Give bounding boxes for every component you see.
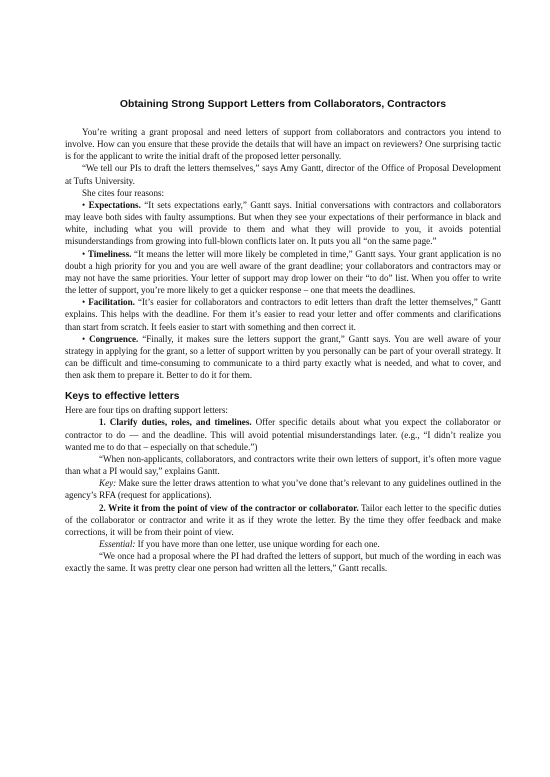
tip-2-quote: “We once had a proposal where the PI had drafted the letters of support, but much of the wording in each was exactly the same. It was pretty clear one person had written all the letters,” Gantt recalls. bbox=[65, 551, 501, 574]
bullet-icon: • bbox=[82, 297, 86, 308]
reason-lead: Facilitation. bbox=[88, 297, 135, 308]
tip-2-essential bbox=[65, 538, 501, 550]
bullet-icon: • bbox=[82, 199, 86, 210]
intro-quote: “We tell our PIs to draft the letters themselves,” says Amy Gantt, director of the Office of Proposal Development at Tufts University. bbox=[65, 163, 501, 186]
reason-expectations bbox=[65, 199, 501, 248]
reason-facilitation bbox=[65, 296, 501, 332]
key-label: Key: bbox=[99, 478, 117, 489]
reason-congruence bbox=[65, 333, 501, 382]
essential-label: Essential: bbox=[99, 539, 136, 549]
intro-paragraph: You’re writing a grant proposal and need letters of support from collaborators and contractors you intend to involve. How can you ensure that these provide the details that will have an impact on reviewers? One surprising tactic is for the applicant to write the initial draft of the proposed letter personally. bbox=[65, 127, 501, 162]
tip-1-key bbox=[65, 477, 501, 501]
reason-lead: Expectations. bbox=[88, 199, 141, 210]
section-heading: Keys to effective letters bbox=[65, 391, 180, 403]
key-text: Make sure the letter draws attention to what you’ve done that’s relevant to any guidelines outlined in the agency’s RFA (request for applications). bbox=[65, 478, 501, 501]
reason-text: “It’s easier for collaborators and contractors to edit letters than draft the letter themselves,” Gantt explains. This helps with the deadline. For them it’s easier to read your letter and offer comments and clarifications than start from scratch. It feels easier to start with something and then correct it. bbox=[65, 297, 501, 332]
reason-text: “It sets expectations early,” Gantt says. Initial conversations with contractors and collaborators may leave both sides with faulty assumptions. But when they see your expectations of their performance in black and white, including what you will provide to them and what they will provide to you, it avoids potential misunderstandings from growing into full-blown conflicts later on. It puts you all “on the same page.” bbox=[65, 199, 502, 247]
reason-lead: Timeliness. bbox=[87, 248, 132, 259]
bullet-icon: • bbox=[82, 248, 86, 259]
section-intro: Here are four tips on drafting support letters: bbox=[65, 405, 228, 416]
tip-lead: 1. Clarify duties, roles, and timelines. bbox=[99, 417, 252, 428]
reason-text: “It means the letter will more likely be completed in time,” Gantt says. Your grant application is no doubt a high priority for you and you are well aware of the grant deadline; your collaborators and contractors may or may not have the same priorities. Your letter of support may drop lower on their “to do” list. When you offer to write the letter of support, you’re more likely to get a quicker response – one that meets the deadlines. bbox=[65, 248, 501, 296]
reason-timeliness bbox=[65, 248, 501, 297]
tip-1-quote: “When non-applicants, collaborators, and contractors write their own letters of support, it’s often more vague than what a PI would say,” explains Gantt. bbox=[65, 453, 501, 477]
essential-text: If you have more than one letter, use unique wording for each one. bbox=[137, 539, 380, 549]
tip-lead: 2. Write it from the point of view of the contractor or collaborator. bbox=[99, 502, 359, 513]
tip-2 bbox=[65, 502, 501, 538]
document-title: Obtaining Strong Support Letters from Collaborators, Contractors bbox=[119, 99, 447, 110]
tip-text: Offer specific details about what you expect the collaborator or contractor to do — and the deadline. This will avoid potential misunderstandings later. (e.g., “I didn’t realize you wanted me to do that – especially on that schedule.”) bbox=[65, 417, 501, 452]
reason-text: “Finally, it makes sure the letters support the grant,” Gantt says. You are well aware of your strategy in applying for the grant, so a letter of support written by you personally can be part of your overall strategy. It can be difficult and time-consuming to communicate to a third party exactly what is needed, and what to cover, and then ask them to prepare it. Better to do it for them. bbox=[65, 333, 501, 381]
reason-lead: Congruence. bbox=[89, 333, 139, 344]
intro-reasons: She cites four reasons: bbox=[82, 187, 165, 198]
tip-1 bbox=[65, 416, 501, 452]
bullet-icon: • bbox=[82, 333, 86, 344]
tip-text: Tailor each letter to the specific duties of the collaborator or contractor and write it as if they wrote the letter. By the time they offer feedback and make corrections, it will be from their point of view. bbox=[65, 502, 502, 537]
